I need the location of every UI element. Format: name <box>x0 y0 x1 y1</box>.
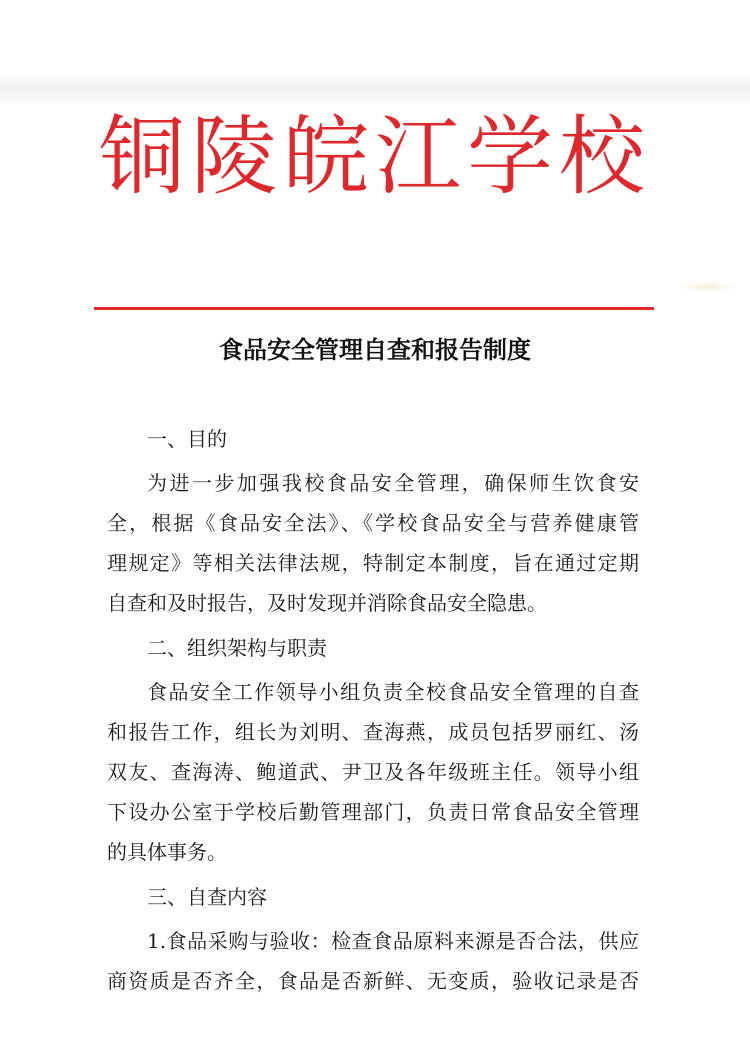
section-paragraph-self-inspection <box>107 921 639 1001</box>
document-title: 食品安全管理自查和报告制度 <box>219 336 531 364</box>
paragraph-line: 的具体事务。 <box>107 840 227 864</box>
school-letterhead: 铜陵皖江学校 <box>99 107 651 207</box>
paragraph-line: 食品安全工作领导小组负责全校食品安全管理的自查 <box>147 680 639 704</box>
paragraph-line: 下设办公室于学校后勤管理部门，负责日常食品安全管理 <box>107 800 639 824</box>
paragraph-line: 全，根据《食品安全法》、《学校食品安全与营养健康管 <box>107 511 639 535</box>
scan-artifact-band <box>0 72 750 106</box>
document-body <box>107 420 639 1009</box>
section-heading-purpose: 一、目的 <box>147 427 227 451</box>
paragraph-line: 和报告工作，组长为刘明、查海燕，成员包括罗丽红、汤 <box>107 720 639 744</box>
section-heading-self-inspection: 三、自查内容 <box>147 885 267 909</box>
section-paragraph-organization <box>107 672 639 872</box>
paragraph-line: 理规定》等相关法律法规，特制定本制度，旨在通过定期 <box>107 551 639 575</box>
paragraph-line: 1.食品采购与验收：检查食品原料来源是否合法，供应 <box>147 929 639 953</box>
letterhead-red-rule <box>94 307 654 310</box>
paragraph-line: 双友、查海涛、鲍道武、尹卫及各年级班主任。领导小组 <box>107 760 639 784</box>
paragraph-line: 自查和及时报告，及时发现并消除食品安全隐患。 <box>107 591 547 615</box>
scan-artifact-speck <box>676 282 738 292</box>
paragraph-line: 商资质是否齐全，食品是否新鲜、无变质，验收记录是否 <box>107 969 639 993</box>
section-paragraph-purpose <box>107 463 639 623</box>
section-heading-organization: 二、组织架构与职责 <box>147 636 327 660</box>
paragraph-line: 为进一步加强我校食品安全管理，确保师生饮食安 <box>147 471 639 495</box>
